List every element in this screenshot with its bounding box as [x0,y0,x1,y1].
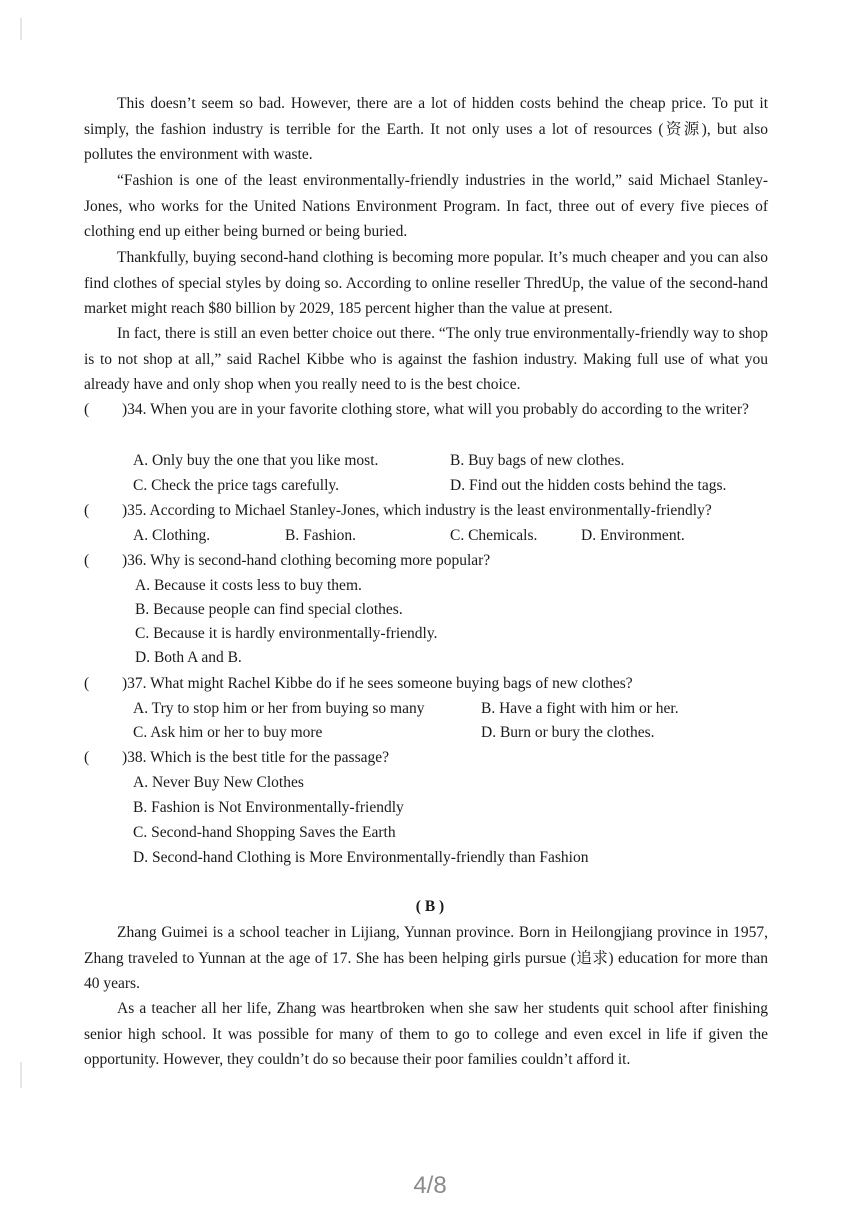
option-c: C. Chemicals. [450,527,538,544]
question-38 [84,745,774,770]
option-a: A. Only buy the one that you like most. [133,452,379,469]
section-b-paragraph-2: As a teacher all her life, Zhang was heartbroken when she saw her students quit school after finishing senior high school. It was possible for many of them to go to college and even excel in life if given the opportunity. However, they couldn’t do so because their poor families couldn’t afford it. [84,1000,768,1068]
passage-paragraph-3: Thankfully, buying second-hand clothing is becoming more popular. It’s much cheaper and you can also find clothes of special styles by doing so. According to online reseller ThredUp, the value of the second-hand market might reach $80 billion by 2029, 185 percent higher than the value at present. [84,249,768,317]
option-b: B. Because people can find special clothes. [135,601,403,618]
passage-paragraph-2: “Fashion is one of the least environmentally-friendly industries in the world,” said Michael Stanley-Jones, who works for the United Nations Environment Program. In fact, three out of every five pieces of clothing end up either being burned or being buried. [84,172,768,240]
section-b-heading: ( B ) [415,898,445,915]
option-c: C. Because it is hardly environmentally-friendly. [135,625,438,642]
option-c: C. Second-hand Shopping Saves the Earth [133,824,396,841]
section-b-paragraph-1: Zhang Guimei is a school teacher in Lijiang, Yunnan province. Born in Heilongjiang province in 1957, Zhang traveled to Yunnan at the age of 17. She has been helping girls pursue (追求) education for more than 40 years. [84,924,768,992]
option-d: D. Find out the hidden costs behind the tags. [450,477,727,494]
option-a: A. Clothing. [133,527,211,544]
question-text: )34. When you are in your favorite clothing store, what will you probably do according to the writer? [122,401,749,418]
question-text: )37. What might Rachel Kibbe do if he sees someone buying bags of new clothes? [122,675,633,692]
option-d: D. Both A and B. [135,649,242,666]
question-text: )38. Which is the best title for the passage? [122,749,390,766]
answer-blank[interactable]: ( [84,675,90,692]
page-indicator: 4/8 [413,1172,447,1199]
option-c: C. Check the price tags carefully. [133,477,340,494]
option-b: B. Buy bags of new clothes. [450,452,625,469]
answer-blank[interactable]: ( [84,749,90,766]
option-a: A. Because it costs less to buy them. [135,577,362,594]
option-a: A. Never Buy New Clothes [133,774,304,791]
passage-paragraph-4: In fact, there is still an even better choice out there. “The only true environmentally-friendly way to shop is to not shop at all,” said Rachel Kibbe who is against the fashion industry. Making full use of what you already have and only shop when you really need to is the best choice. [84,325,768,393]
option-a: A. Try to stop him or her from buying so many [133,700,425,717]
option-d: D. Second-hand Clothing is More Environmentally-friendly than Fashion [133,849,589,866]
option-b: B. Have a fight with him or her. [481,700,679,717]
question-34 [84,397,774,422]
option-d: D. Environment. [581,527,685,544]
scan-edge-mark-top [20,18,22,40]
option-c: C. Ask him or her to buy more [133,724,323,741]
answer-blank[interactable]: ( [84,552,90,569]
option-b: B. Fashion. [285,527,357,544]
option-b: B. Fashion is Not Environmentally-friendly [133,799,404,816]
question-37 [84,671,774,696]
answer-blank[interactable]: ( [84,502,90,519]
question-36 [84,548,774,573]
question-35 [84,498,774,523]
question-text: )35. According to Michael Stanley-Jones, which industry is the least environmentally-friendly? [122,502,712,519]
answer-blank[interactable]: ( [84,401,90,418]
passage-paragraph-1: This doesn’t seem so bad. However, there are a lot of hidden costs behind the cheap price. To put it simply, the fashion industry is terrible for the Earth. It not only uses a lot of resources (资源), but also pollutes the environment with waste. [84,95,768,163]
scan-edge-mark-bottom [20,1062,22,1088]
question-text: )36. Why is second-hand clothing becoming more popular? [122,552,491,569]
option-d: D. Burn or bury the clothes. [481,724,655,741]
